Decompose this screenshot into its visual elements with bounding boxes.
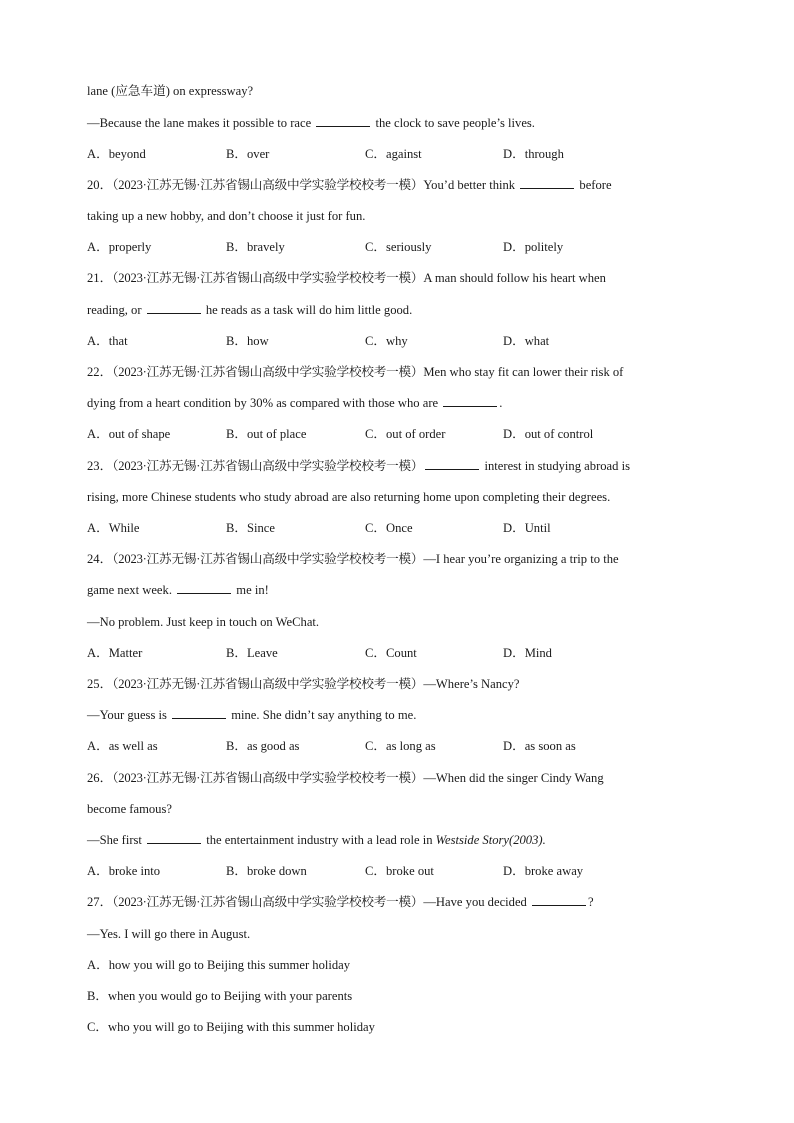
q22-option-d: D．out of control (503, 427, 594, 441)
q20-text-a: You’d better think (423, 178, 516, 192)
q26-text-a: —She first (87, 833, 142, 847)
q22-option-b: B．out of place (226, 427, 307, 441)
q24-option-a: A．Matter (87, 646, 143, 660)
q19-option-c: C．against (365, 147, 422, 161)
q19-option-b: B．over (226, 147, 270, 161)
q26-text-b: the entertainment industry with a lead role in (206, 833, 433, 847)
q26-option-c: C．broke out (365, 864, 434, 878)
q20-stem-2: taking up a new hobby, and don’t choose it just for fun. (87, 209, 366, 223)
q23-text: interest in studying abroad is (484, 459, 630, 473)
q19-text-b: the clock to save people’s lives. (375, 116, 535, 130)
q21-text-b: he reads as a task will do him little good. (205, 303, 413, 317)
q26-stem-2: become famous? (87, 802, 172, 816)
q20-option-b: B．bravely (226, 240, 285, 254)
answer-blank (177, 582, 231, 594)
q24-option-b: B．Leave (226, 646, 278, 660)
q21-stem-2 (87, 302, 412, 318)
q27-text-a: —Have you decided (423, 895, 527, 909)
q24-option-d: D．Mind (503, 646, 552, 660)
q25-text-a: —Your guess is (87, 708, 167, 722)
q25-stem-2 (87, 707, 416, 723)
q21-source: （2023·江苏无锡·江苏省锡山高级中学实验学校校考一模） (112, 271, 424, 285)
q26-option-b: B．broke down (226, 864, 307, 878)
q24-text-a: game next week. (87, 583, 172, 597)
q23-source: （2023·江苏无锡·江苏省锡山高级中学实验学校校考一模） (112, 459, 424, 473)
q23-number: 23． (87, 459, 113, 473)
q26-text: —When did the singer Cindy Wang (423, 771, 604, 785)
q23-stem-2: rising, more Chinese students who study abroad are also returning home upon completing their degrees. (87, 490, 611, 504)
answer-blank (425, 458, 479, 470)
q21-stem (87, 270, 606, 286)
answer-blank (532, 894, 586, 906)
q24-text: —I hear you’re organizing a trip to the (423, 552, 619, 566)
q26-stem (87, 770, 604, 786)
q19-stem-end (87, 83, 253, 99)
q27-option-c: C．who you will go to Beijing with this summer holiday (87, 1020, 375, 1034)
q20-option-a: A．properly (87, 240, 152, 254)
q25-text: —Where’s Nancy? (423, 677, 520, 691)
q22-stem-2 (87, 395, 502, 411)
q23-option-b: B．Since (226, 521, 275, 535)
q25-number: 25． (87, 677, 113, 691)
answer-blank (443, 395, 497, 407)
q23-option-d: D．Until (503, 521, 551, 535)
answer-blank (147, 302, 201, 314)
q27-text-b: ? (588, 895, 594, 909)
answer-blank (520, 177, 574, 189)
q26-title-italic: Westside Story(2003). (435, 833, 546, 847)
q24-stem-2 (87, 582, 269, 598)
q25-source: （2023·江苏无锡·江苏省锡山高级中学实验学校校考一模） (112, 677, 424, 691)
q23-stem (87, 458, 630, 474)
q21-option-d: D．what (503, 334, 550, 348)
q19-text-a: —Because the lane makes it possible to race (87, 116, 312, 130)
answer-blank (147, 832, 201, 844)
q21-text: A man should follow his heart when (423, 271, 606, 285)
q24-reply: —No problem. Just keep in touch on WeChat. (87, 615, 320, 629)
q20-option-d: D．politely (503, 240, 564, 254)
q26-reply (87, 832, 546, 848)
q27-option-b: B．when you would go to Beijing with your parents (87, 989, 353, 1003)
q23-option-a: A．While (87, 521, 140, 535)
q25-option-c: C．as long as (365, 739, 436, 753)
q19-option-d: D．through (503, 147, 564, 161)
q26-number: 26． (87, 771, 113, 785)
q24-stem (87, 551, 619, 567)
q21-text-a: reading, or (87, 303, 142, 317)
q25-option-b: B．as good as (226, 739, 300, 753)
q23-option-c: C．Once (365, 521, 413, 535)
q22-stem (87, 364, 623, 380)
q22-text: Men who stay fit can lower their risk of (423, 365, 624, 379)
q20-number: 20． (87, 178, 113, 192)
q26-source: （2023·江苏无锡·江苏省锡山高级中学实验学校校考一模） (112, 771, 424, 785)
q20-text-b: before (579, 178, 612, 192)
q27-option-a: A．how you will go to Beijing this summer holiday (87, 958, 351, 972)
q22-source: （2023·江苏无锡·江苏省锡山高级中学实验学校校考一模） (112, 365, 424, 379)
q21-option-c: C．why (365, 334, 408, 348)
q26-option-d: D．broke away (503, 864, 584, 878)
q27-number: 27． (87, 895, 113, 909)
q24-source: （2023·江苏无锡·江苏省锡山高级中学实验学校校考一模） (112, 552, 424, 566)
q20-source: （2023·江苏无锡·江苏省锡山高级中学实验学校校考一模） (112, 178, 424, 192)
q25-stem (87, 676, 519, 692)
q22-option-c: C．out of order (365, 427, 446, 441)
q27-source: （2023·江苏无锡·江苏省锡山高级中学实验学校校考一模） (112, 895, 424, 909)
q19-text: lane (应急车道) on expressway? (87, 84, 254, 98)
q19-answer-line (87, 115, 535, 131)
q26-option-a: A．broke into (87, 864, 161, 878)
q24-option-c: C．Count (365, 646, 417, 660)
answer-blank (316, 115, 370, 127)
answer-blank (172, 707, 226, 719)
q22-text-a: dying from a heart condition by 30% as compared with those who are (87, 396, 439, 410)
q22-number: 22． (87, 365, 113, 379)
q25-text-b: mine. She didn’t say anything to me. (231, 708, 417, 722)
q27-reply: —Yes. I will go there in August. (87, 927, 251, 941)
q20-option-c: C．seriously (365, 240, 432, 254)
q21-number: 21． (87, 271, 113, 285)
q20-stem (87, 177, 612, 193)
q25-option-d: D．as soon as (503, 739, 576, 753)
q25-option-a: A．as well as (87, 739, 158, 753)
q24-number: 24． (87, 552, 113, 566)
q22-text-b: . (499, 396, 503, 410)
q27-stem (87, 894, 594, 910)
q24-text-b: me in! (236, 583, 269, 597)
q21-option-a: A．that (87, 334, 128, 348)
q22-option-a: A．out of shape (87, 427, 171, 441)
q19-option-a: A．beyond (87, 147, 146, 161)
q21-option-b: B．how (226, 334, 269, 348)
